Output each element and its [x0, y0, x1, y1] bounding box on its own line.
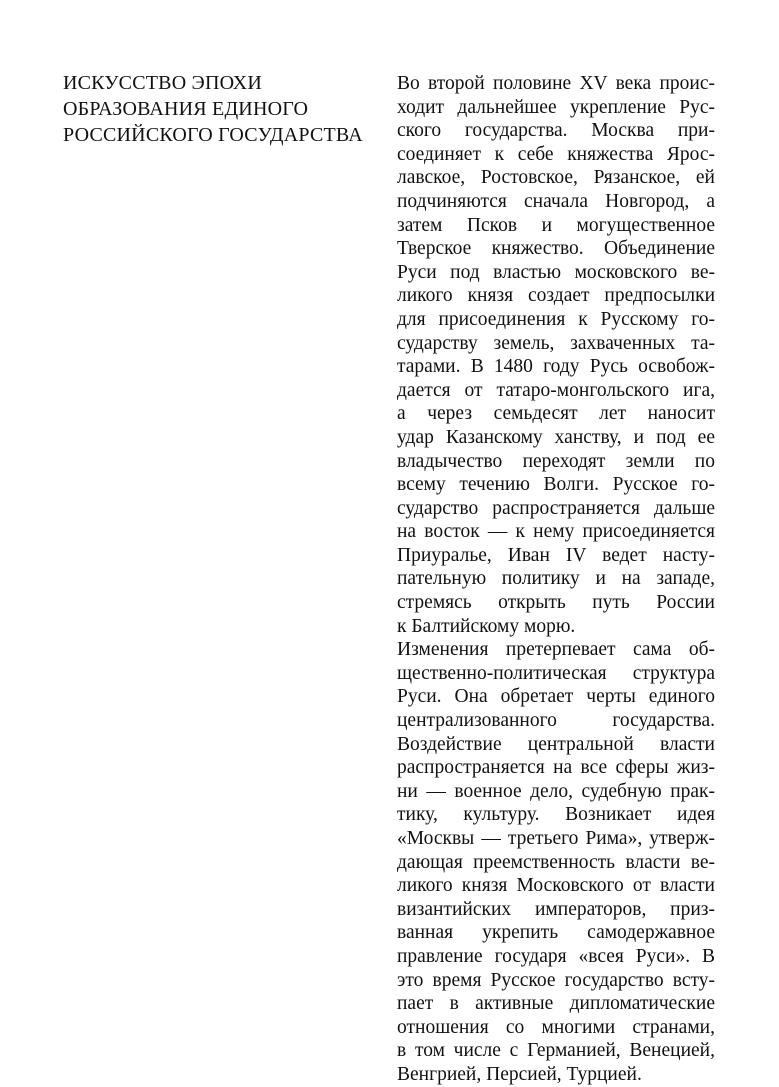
text-line: Изменения претерпевает сама об- [397, 639, 715, 661]
text-line: подчиняются сначала Новгород, а [397, 190, 715, 212]
chapter-heading-line: ОБРАЗОВАНИЯ ЕДИНОГО [63, 98, 309, 120]
text-line: удар Казанскому ханству, и под ее [397, 426, 715, 448]
text-line: дающая преемственность власти ве- [397, 851, 715, 873]
text-line: тику, культуру. Возникает идея [397, 804, 715, 826]
text-line: для присоединения к Русскому го- [397, 308, 715, 330]
paragraph-2 [397, 638, 715, 1086]
text-line: Руси. Она обретает черты единого [397, 686, 715, 708]
text-line: это время Русское государство всту- [397, 969, 715, 991]
text-line: к Балтийскому морю. [397, 615, 576, 637]
text-line: пает в активные дипломатические [397, 993, 715, 1015]
text-line: Тверское княжество. Объединение [397, 238, 715, 260]
text-line: централизованного государства. [397, 710, 715, 732]
text-line: ванная укрепить самодержавное [397, 922, 715, 944]
text-line: пательную политику и на западе, [397, 568, 715, 590]
text-line: Во второй половине XV века проис- [397, 73, 715, 94]
text-line: лавское, Ростовское, Рязанское, ей [397, 167, 715, 189]
text-line: правление государя «всея Руси». В [397, 945, 715, 967]
text-line: Воздействие центральной власти [397, 733, 715, 755]
text-line: всему течению Волги. Русское го- [397, 474, 715, 496]
text-line: ни — военное дело, судебную прак- [397, 780, 715, 802]
text-line: сударство распространяется дальше [397, 497, 715, 519]
text-line: на восток — к нему присоединяется [397, 521, 715, 543]
text-line: «Москвы — третьего Рима», утверж- [397, 828, 715, 849]
text-line: ликого князя создает предпосылки [397, 285, 715, 307]
text-line: Руси под властью московского ве- [397, 261, 715, 283]
text-line: Венгрией, Персией, Турцией. [397, 1063, 642, 1085]
text-line: сударству земель, захваченных та- [397, 332, 715, 354]
chapter-heading-line: ИСКУССТВО ЭПОХИ [63, 72, 262, 94]
text-line: владычество переходят земли по [397, 450, 715, 472]
text-line: Приуралье, Иван IV ведет насту- [397, 544, 715, 566]
text-line: в том числе с Германией, Венецией, [397, 1040, 715, 1062]
text-line: византийских императоров, приз- [397, 898, 715, 920]
text-line: тарами. В 1480 году Русь освобож- [397, 356, 715, 378]
text-line: соединяет к себе княжества Ярос- [397, 143, 715, 165]
chapter-heading [63, 70, 383, 148]
text-line: отношения со многими странами, [397, 1016, 715, 1038]
text-line: а через семьдесят лет наносит [397, 403, 715, 425]
text-line: распространяется на все сферы жиз- [397, 757, 715, 779]
chapter-heading-line: РОССИЙСКОГО ГОСУДАРСТВА [63, 124, 363, 146]
text-line: ского государства. Москва при- [397, 120, 715, 142]
paragraph-1 [397, 72, 715, 638]
text-line: ходит дальнейшее укрепление Рус- [397, 96, 715, 118]
text-line: стремясь открыть путь России [397, 592, 715, 614]
text-line: щественно-политическая структура [397, 662, 715, 684]
body-text-column [397, 72, 715, 1087]
text-line: ликого князя Московского от власти [397, 875, 715, 897]
text-line: дается от татаро-монгольского ига, [397, 379, 715, 401]
text-line: затем Псков и могущественное [397, 214, 715, 236]
